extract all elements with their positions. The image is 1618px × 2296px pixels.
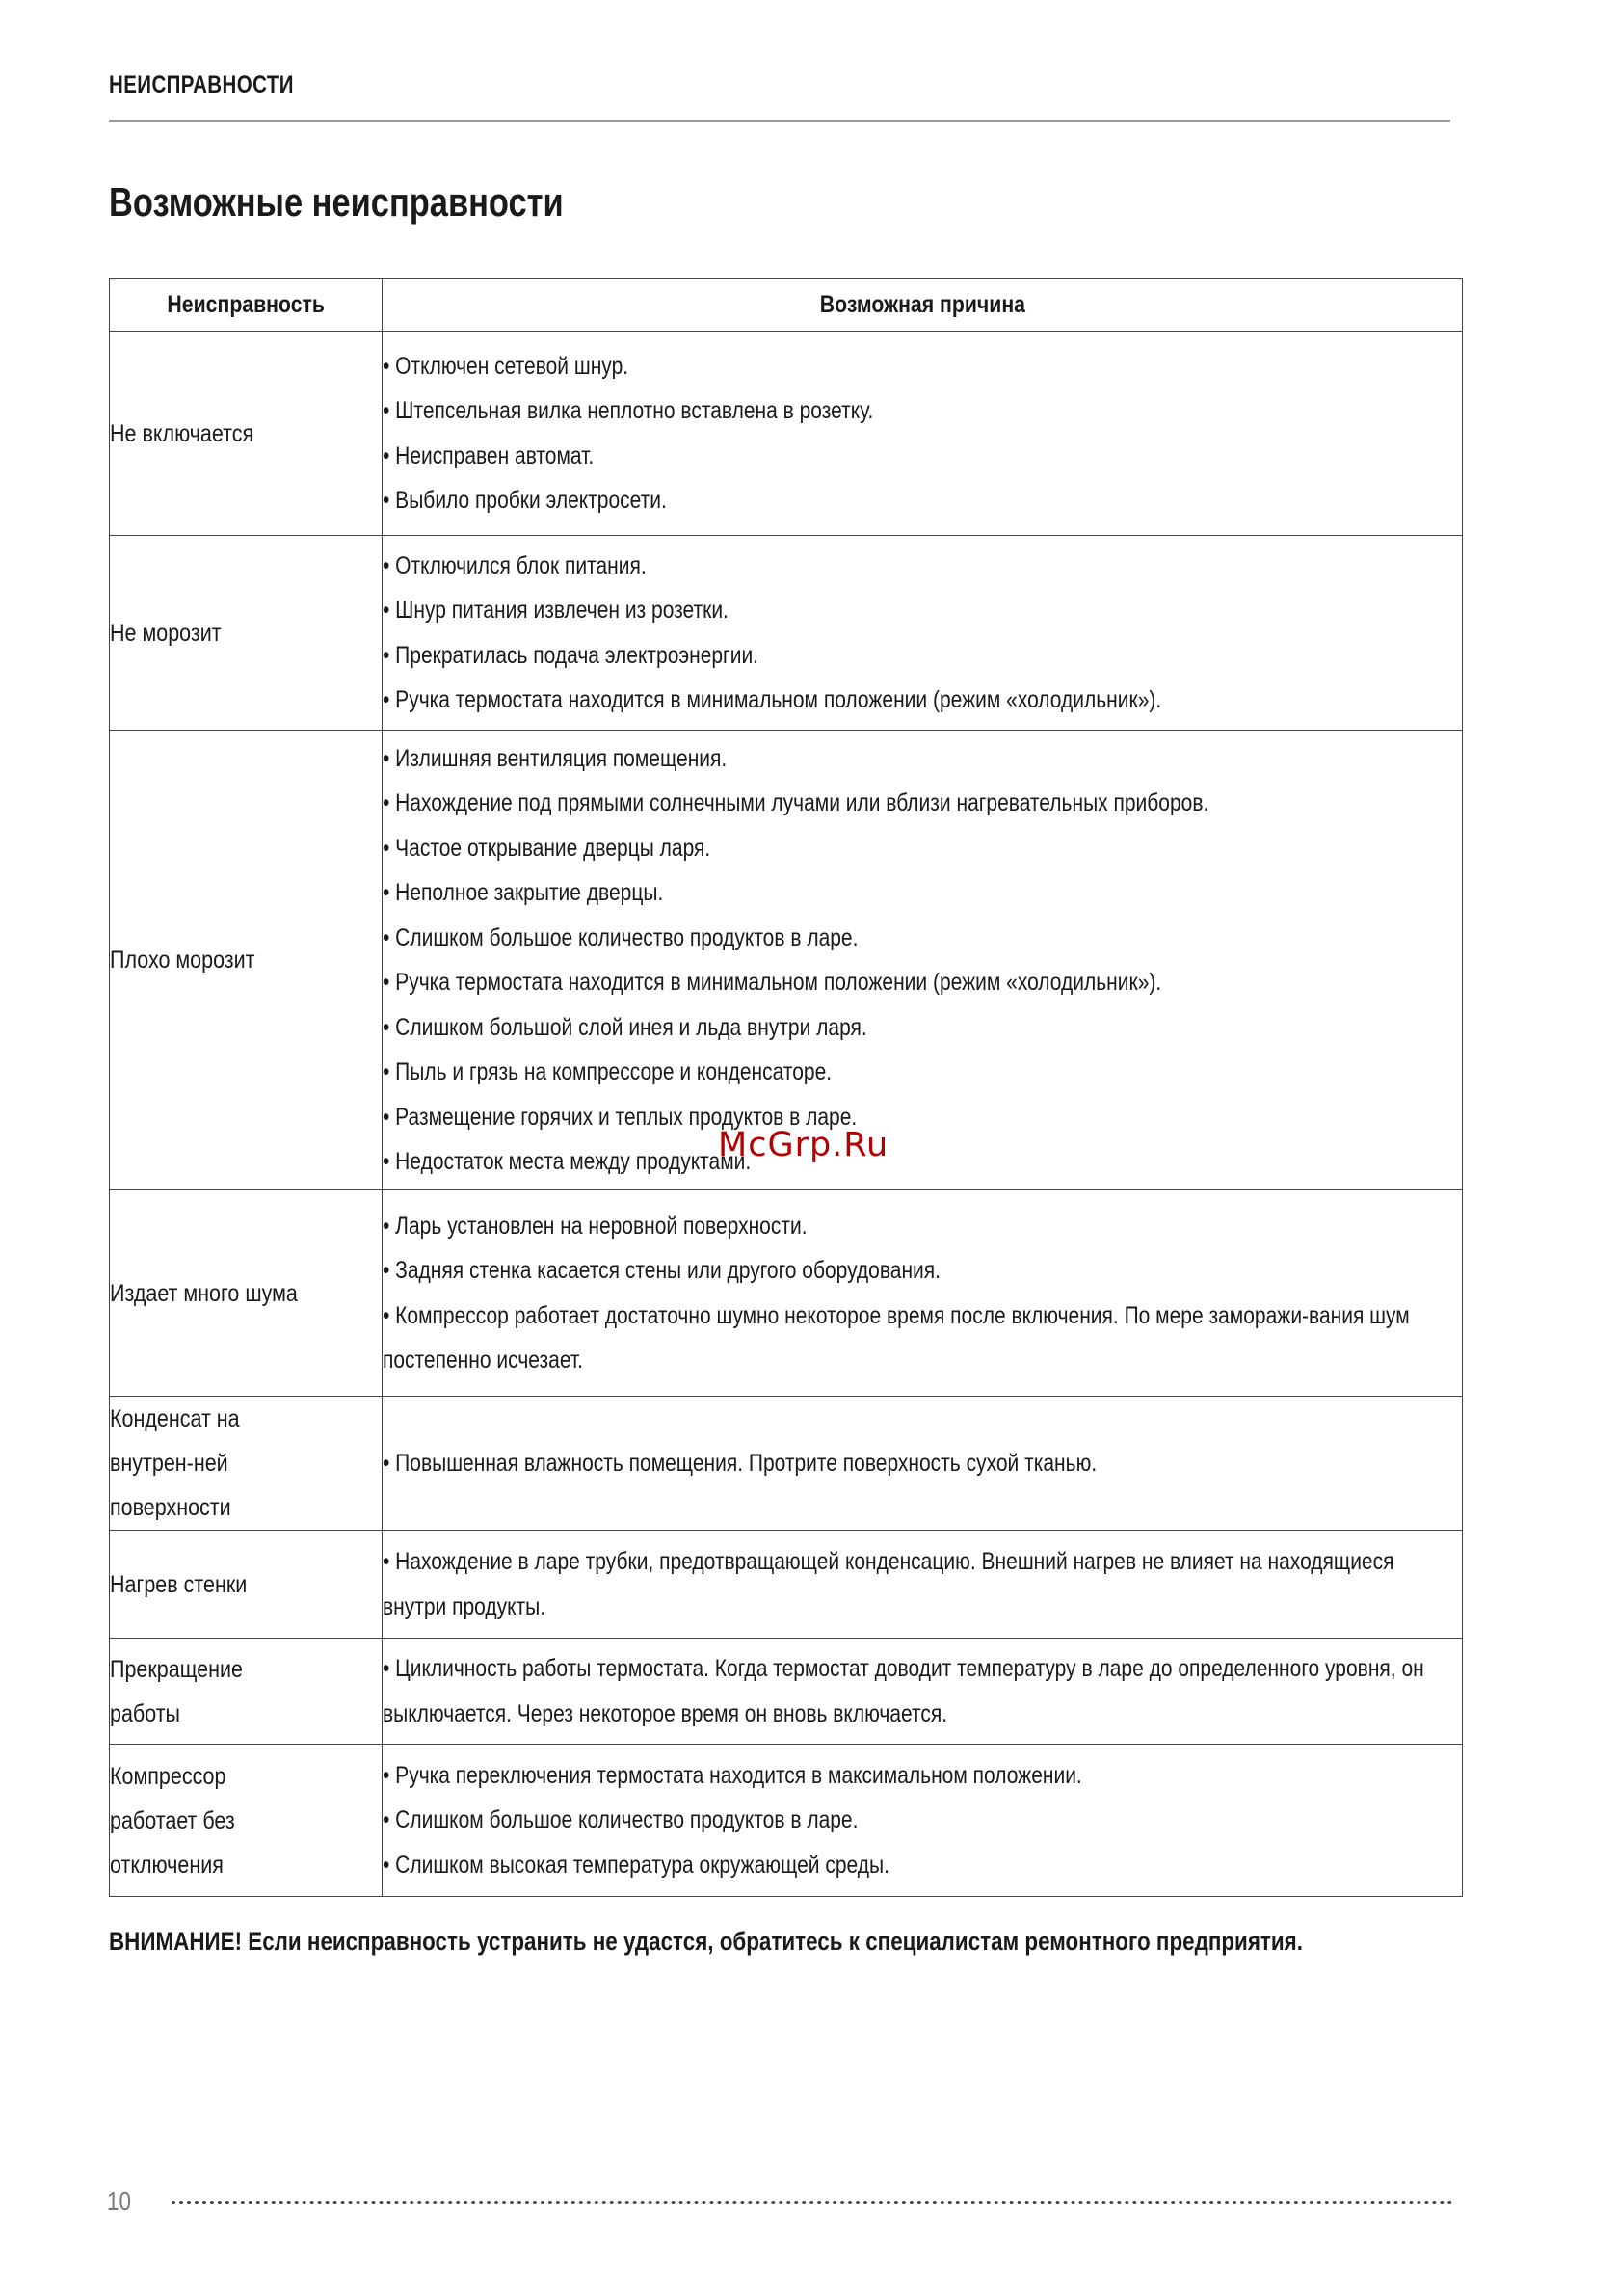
cause-item: • Ручка термостата находится в минимальном положении (режим «холодильник»). <box>383 686 1162 713</box>
cause-item: • Прекратилась подача электроэнергии. <box>383 641 759 669</box>
cause-cell <box>383 1397 1463 1531</box>
cause-item: • Слишком большое количество продуктов в ларе. <box>383 1806 859 1834</box>
fault-cell <box>110 1397 383 1531</box>
cause-item: • Слишком высокая температура окружающей среды. <box>383 1851 889 1879</box>
table-row <box>110 1190 1463 1397</box>
cause-item: • Ручка термостата находится в минимальном положении (режим «холодильник»). <box>383 969 1162 996</box>
fault-label: Нагрев стенки <box>110 1570 248 1598</box>
cause-item: • Ручка переключения термостата находится в максимальном положении. <box>383 1761 1082 1789</box>
cause-item: • Неисправен автомат. <box>383 441 595 469</box>
cause-item: • Пыль и грязь на компрессоре и конденсаторе. <box>383 1058 833 1085</box>
fault-label: Плохо морозит <box>110 947 255 974</box>
page-number: 10 <box>107 2186 131 2216</box>
table-row <box>110 731 1463 1190</box>
cause-item: • Отключен сетевой шнур. <box>383 352 629 380</box>
cause-item: • Нахождение под прямыми солнечными лучами или вблизи нагревательных приборов. <box>383 789 1209 816</box>
cause-cell <box>383 332 1463 536</box>
table-row <box>110 536 1463 731</box>
cause-item: • Отключился блок питания. <box>383 551 647 579</box>
table-row <box>110 332 1463 536</box>
fault-cell <box>110 1639 383 1745</box>
cause-item: • Размещение горячих и теплых продуктов в ларе. <box>383 1103 858 1131</box>
fault-label: Не морозит <box>110 619 222 647</box>
cause-item: • Излишняя вентиляция помещения. <box>383 744 728 772</box>
cause-item: • Шнур питания извлечен из розетки. <box>383 597 729 624</box>
cause-item: • Неполное закрытие дверцы. <box>383 879 664 906</box>
cause-item: • Задняя стенка касается стены или другого оборудования. <box>383 1257 942 1284</box>
cause-item: • Компрессор работает достаточно шумно некоторое время после включения. По мере заморажи-вания шум постепенно исчезает. <box>383 1301 1410 1374</box>
fault-cell <box>110 332 383 536</box>
section-header: НЕИСПРАВНОСТИ <box>109 71 294 98</box>
cause-cell <box>383 1531 1463 1639</box>
warning-note: ВНИМАНИЕ! Если неисправность устранить не удастся, обратитесь к специалистам ремонтного предприятия. <box>109 1927 1303 1956</box>
fault-cell <box>110 1745 383 1897</box>
cause-cell <box>383 536 1463 731</box>
cause-cell <box>383 1745 1463 1897</box>
fault-label: Издает много шума <box>110 1279 298 1307</box>
header-divider <box>109 120 1450 122</box>
fault-cell <box>110 731 383 1190</box>
watermark: McGrp.Ru <box>718 1126 889 1164</box>
cause-item: • Нахождение в ларе трубки, предотвращающей конденсацию. Внешний нагрев не влияет на находящиеся внутри продукты. <box>383 1548 1394 1620</box>
cause-item: • Слишком большое количество продуктов в ларе. <box>383 923 859 951</box>
cause-item: • Слишком большой слой инея и льда внутри ларя. <box>383 1013 867 1041</box>
faults-table <box>109 278 1463 1897</box>
cause-item: • Частое открывание дверцы ларя. <box>383 834 711 862</box>
table-header-row <box>110 279 1463 332</box>
cause-item: • Недостаток места между продуктами. <box>383 1148 752 1175</box>
cause-item: • Выбило пробки электросети. <box>383 487 667 514</box>
table-row <box>110 1639 1463 1745</box>
cause-item: • Повышенная влажность помещения. Протрите поверхность сухой тканью. <box>383 1449 1098 1477</box>
cause-cell <box>383 731 1463 1190</box>
table-row <box>110 1745 1463 1897</box>
fault-label: Не включается <box>110 419 254 447</box>
cause-item: • Ларь установлен на неровной поверхности. <box>383 1212 808 1240</box>
fault-cell <box>110 1531 383 1639</box>
fault-cell <box>110 1190 383 1397</box>
fault-label: Конденсат на внутрен-ней поверхности <box>110 1405 240 1521</box>
table-row <box>110 1397 1463 1531</box>
column-header-cause: Возможная причина <box>383 279 1463 332</box>
fault-cell <box>110 536 383 731</box>
cause-cell <box>383 1190 1463 1397</box>
cause-item: • Штепсельная вилка неплотно вставлена в розетку. <box>383 397 874 424</box>
column-header-fault: Неисправность <box>110 279 383 332</box>
fault-label: Компрессор работает без отключения <box>110 1762 235 1879</box>
footer-dotted-line <box>172 2201 1453 2204</box>
fault-label: Прекращение работы <box>110 1655 243 1727</box>
table-body <box>110 332 1463 1897</box>
page-title: Возможные неисправности <box>109 179 564 225</box>
cause-cell <box>383 1639 1463 1745</box>
table-row <box>110 1531 1463 1639</box>
cause-item: • Цикличность работы термостата. Когда термостат доводит температуру в ларе до определенного уровня, он выключается. Через некоторое время он вновь включается. <box>383 1655 1424 1727</box>
